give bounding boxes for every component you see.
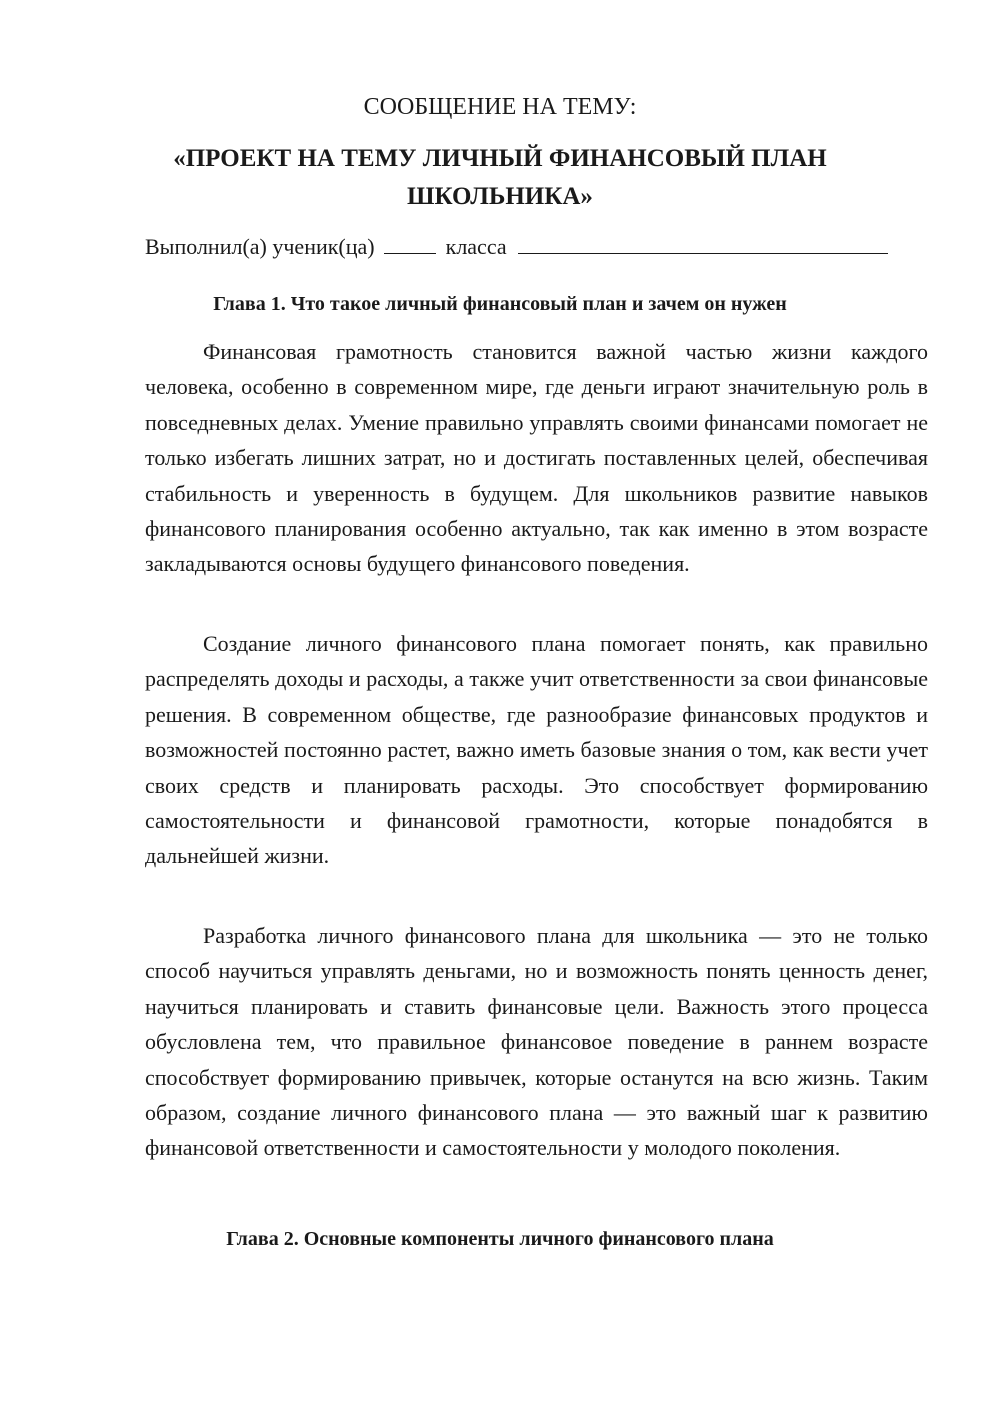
author-name-blank bbox=[518, 231, 888, 254]
paragraph-3: Разработка личного финансового плана для школьника — это не только способ научиться управлять деньгами, но и возможность понять ценность денег, научиться планировать и ставить финансовые цели. Важность этого процесса обусловлена тем, что правильное финансовое поведение в раннем возрасте способствует формированию привычек, которые останутся на всю жизнь. Таким образом, создание личного финансового плана — это важный шаг к развитию финансовой ответственности и самостоятельности у молодого поколения. bbox=[145, 923, 928, 1161]
chapter-2-title: Глава 2. Основные компоненты личного финансового плана bbox=[226, 1228, 774, 1250]
class-number-blank bbox=[384, 231, 436, 254]
author-prefix: Выполнил(а) ученик(ца) bbox=[145, 234, 375, 259]
document-title: «ПРОЕКТ НА ТЕМУ ЛИЧНЫЙ ФИНАНСОВЫЙ ПЛАН ШКОЛЬНИКА» bbox=[173, 145, 827, 210]
class-label: класса bbox=[445, 234, 507, 259]
author-line bbox=[145, 231, 888, 262]
chapter-1-title: Глава 1. Что такое личный финансовый план и зачем он нужен bbox=[213, 293, 787, 315]
paragraph-1: Финансовая грамотность становится важной частью жизни каждого человека, особенно в современном мире, где деньги играют значительную роль в повседневных делах. Умение правильно управлять своими финансами помогает не только избегать лишних затрат, но и достигать поставленных целей, обеспечивая стабильность и уверенность в будущем. Для школьников развитие навыков финансового планирования особенно актуально, так как именно в этом возрасте закладываются основы будущего финансового поведения. bbox=[145, 339, 928, 577]
paragraph-2: Создание личного финансового плана помогает понять, как правильно распределять доходы и расходы, а также учит ответственности за свои финансовые решения. В современном обществе, где разнообразие финансовых продуктов и возможностей постоянно растет, важно иметь базовые знания о том, как вести учет своих средств и планировать расходы. Это способствует формированию самостоятельности и финансовой грамотности, которые понадобятся в дальнейшей жизни. bbox=[145, 631, 928, 869]
document-heading: СООБЩЕНИЕ НА ТЕМУ: bbox=[363, 94, 637, 120]
